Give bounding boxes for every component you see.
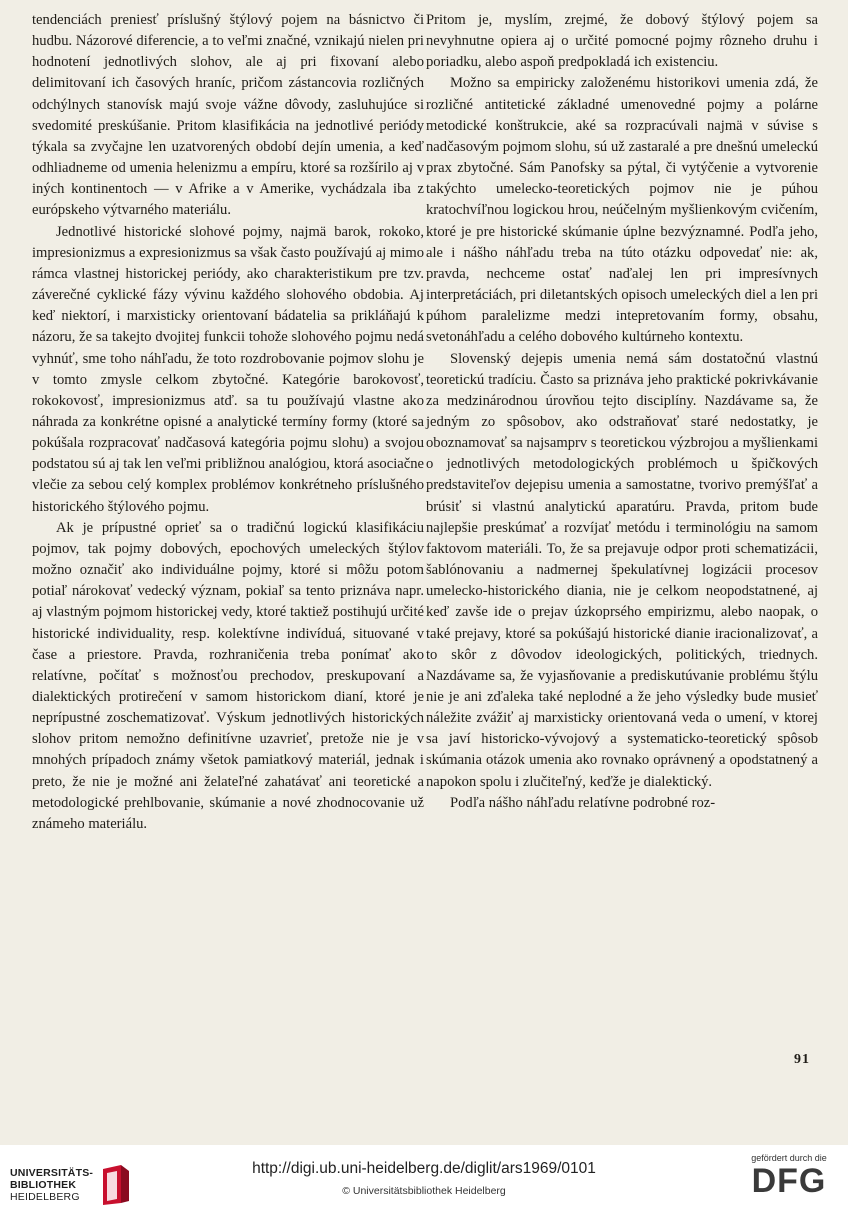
dfg-wordmark: DFG (751, 1162, 827, 1200)
dfg-logo[interactable] (744, 1153, 834, 1199)
paragraph: Pritom je, myslím, zrejmé, že dobový štýlový pojem sa nevyhnutne opiera aj o určité pomocné pojmy rôzneho druhu i poriadku, alebo aspoň predpokladá ich existenciu. (426, 12, 818, 71)
copyright-notice: © Universitätsbibliothek Heidelberg (342, 1185, 506, 1197)
page-number: 91 (794, 1052, 810, 1067)
dfg-caption: gefördert durch die (751, 1153, 827, 1163)
paragraph: tendenciách preniesť príslušný štýlový pojem na básnictvo či hudbu. Názorové diferencie, a to veľmi značné, vznikajú nielen pri hodnotení jednotlivých slohov, ale aj pri fixovaní alebo delimitovaní ich časových hraníc, pričom zástancovia rozličných odchýlnych stanovísk majú svoje vážne dôvody, zasluhujúce si svedomité preskúšanie. Pritom klasifikácia na jednotlivé periódy týkala sa zvyčajne len uzatvorených období dejín umenia, a keď odhliadneme od umenia helenizmu a empíru, ktoré sa rozšírilo aj v iných kontinentoch — v Afrike a v Amerike, vychádzala iba z európskeho výtvarného materiálu. (32, 12, 424, 219)
footer-bar (0, 1145, 848, 1215)
paragraph: Slovenský dejepis umenia nemá sám dostatočnú vlastnú teoretickú tradíciu. Často sa priznáva jeho praktické pokrivkávanie za medzinárodnou úrovňou tejto disciplíny. Nazdávame sa, že jedným zo spôsobov, ako odstraňovať staré nedostatky, je oboznamovať sa najsamprv s teoretickou výzbrojou a myšlienkami o jednotlivých metodologických problémoch u špičkových predstaviteľov dejepisu umenia a samostatne, tvorivo premýšľať a brúsiť si vlastnú analytickú aparatúru. Pravda, pritom bude najlepšie preskúmať a rozvíjať metódu i terminológiu na samom faktovom materiáli. To, že sa prejavuje odpor proti schematizácii, šablónovaniu a nadmernej špekulatívnej logizácii procesov umelecko-historického diania, nie je celkom neopodstatnené, aj keď zavše ide o prejav úzkoprsého empirizmu, alebo naopak, o také prejavy, ktoré sa pokúšajú historické dianie iracionalizovať, a to skôr z dôvodov ideologických, politických, triednych. Nazdávame sa, že vyjasňovanie a prediskutúvanie problému štýlu nie je ani zďaleka také neplodné a že jeho výsledky bude musieť náležite zvážiť aj marxisticky orientovaná veda o umení, v ktorej sa javí historicko-vývojový a systematicko-teoretický spôsob skúmania otázok umenia ako rovnako oprávnený a opodstatnený a napokon spolu i zlučiteľný, keďže je dialektický. (426, 350, 818, 790)
paragraph: Ak je prípustné oprieť sa o tradičnú logickú klasifikáciu pojmov, tak pojmy dobových, epochových umeleckých štýlov možno označiť ako individuálne pojmy, ktoré si môžu potom potiaľ nárokovať vedecký význam, pokiaľ sa tento priznáva napr. aj vlastným pojmom historickej vedy, ktoré taktiež postihujú určité historické individuality, resp. kolektívne indivíduá, situované v čase a priestore. Pravda, rozhraničenia treba ponímať ako relatívne, počítať s možnosťou prechodov, preskupovaní a dialektických protirečení v samom historickom dianí, ktoré je neprípustné zoschematizovať. Výskum jednotlivých historických slohov pritom nemožno definitívne uzavrieť, pretože nie je v mnohých prípadoch známy všetok pamiatkový materiál, jednak i preto, že nie je možné ani želateľné zahatávať ani teoretické a metodologické prehlbovanie, skúmanie a nové zhodnocovanie už známeho materiálu. (32, 519, 424, 832)
source-url-link[interactable]: http://digi.ub.uni-heidelberg.de/diglit/ars1969/0101 (252, 1160, 596, 1177)
left-column (32, 10, 424, 835)
paragraph: Jednotlivé historické slohové pojmy, najmä barok, rokoko, impresionizmus a expresionizmus sa však často používajú aj mimo rámca vlastnej historickej periódy, ako charakteristikum pre tzv. záverečné cyklické fázy vývinu každého slohového obdobia. Aj keď niektorí, i marxisticky orientovaní bádatelia sa prikláňajú k názoru, že sa takejto dvojitej funkcii tohože slohového pojmu nedá vyhnúť, sme toho náhľadu, že toto rozdrobovanie pojmov slohu je v tomto zmysle celkom zbytočné. Kategórie barokovosť, rokokovosť, impresionizmus atď. sa tu používajú vlastne ako náhrada za konkrétne opisné a analytické termíny formy (ktoré sa pokúšala rozpracovať nadčasová kategória pojmu slohu) a svojou podstatou sú aj tak len veľmi približnou analógiou, ktorá asociačne vlečie za sebou celý komplex problémov konkrétneho príslušného historického štýlového pojmu. (32, 223, 424, 515)
right-column (426, 10, 818, 814)
paragraph: Podľa nášho náhľadu relatívne podrobné roz- (450, 794, 716, 811)
paragraph: Možno sa empiricky založenému historikovi umenia zdá, že rozličné antitetické základné umenovedné pojmy a polárne metodické konštrukcie, aké sa rozpracúvali najmä v súvise s nadčasovým pojmom slohu, sú už zastaralé a pre dnešnú umeleckú prax zbytočné. Sám Panofsky sa pýtal, či vytýčenie a vytvorenie takýchto umelecko-teoretických pojmov nie je púhou kratochvíľnou logickou hrou, neúčelným myšlienkovým cvičením, ktoré je pre historické skúmanie úplne bezvýznamné. Podľa jeho, ale i nášho náhľadu treba na túto otázku odpovedať nie: ak, pravda, nechceme ostať naďalej len pri impresívnych interpretáciách, pri diletantských opisoch umeleckých diel a len pri púhom paralelizme medzi intepretovaním formy, obsahu, svetonáhľadu a celého dobového kultúrneho kontextu. (426, 75, 818, 346)
library-name: UNIVERSITÄTS- BIBLIOTHEK HEIDELBERG (10, 1167, 94, 1203)
